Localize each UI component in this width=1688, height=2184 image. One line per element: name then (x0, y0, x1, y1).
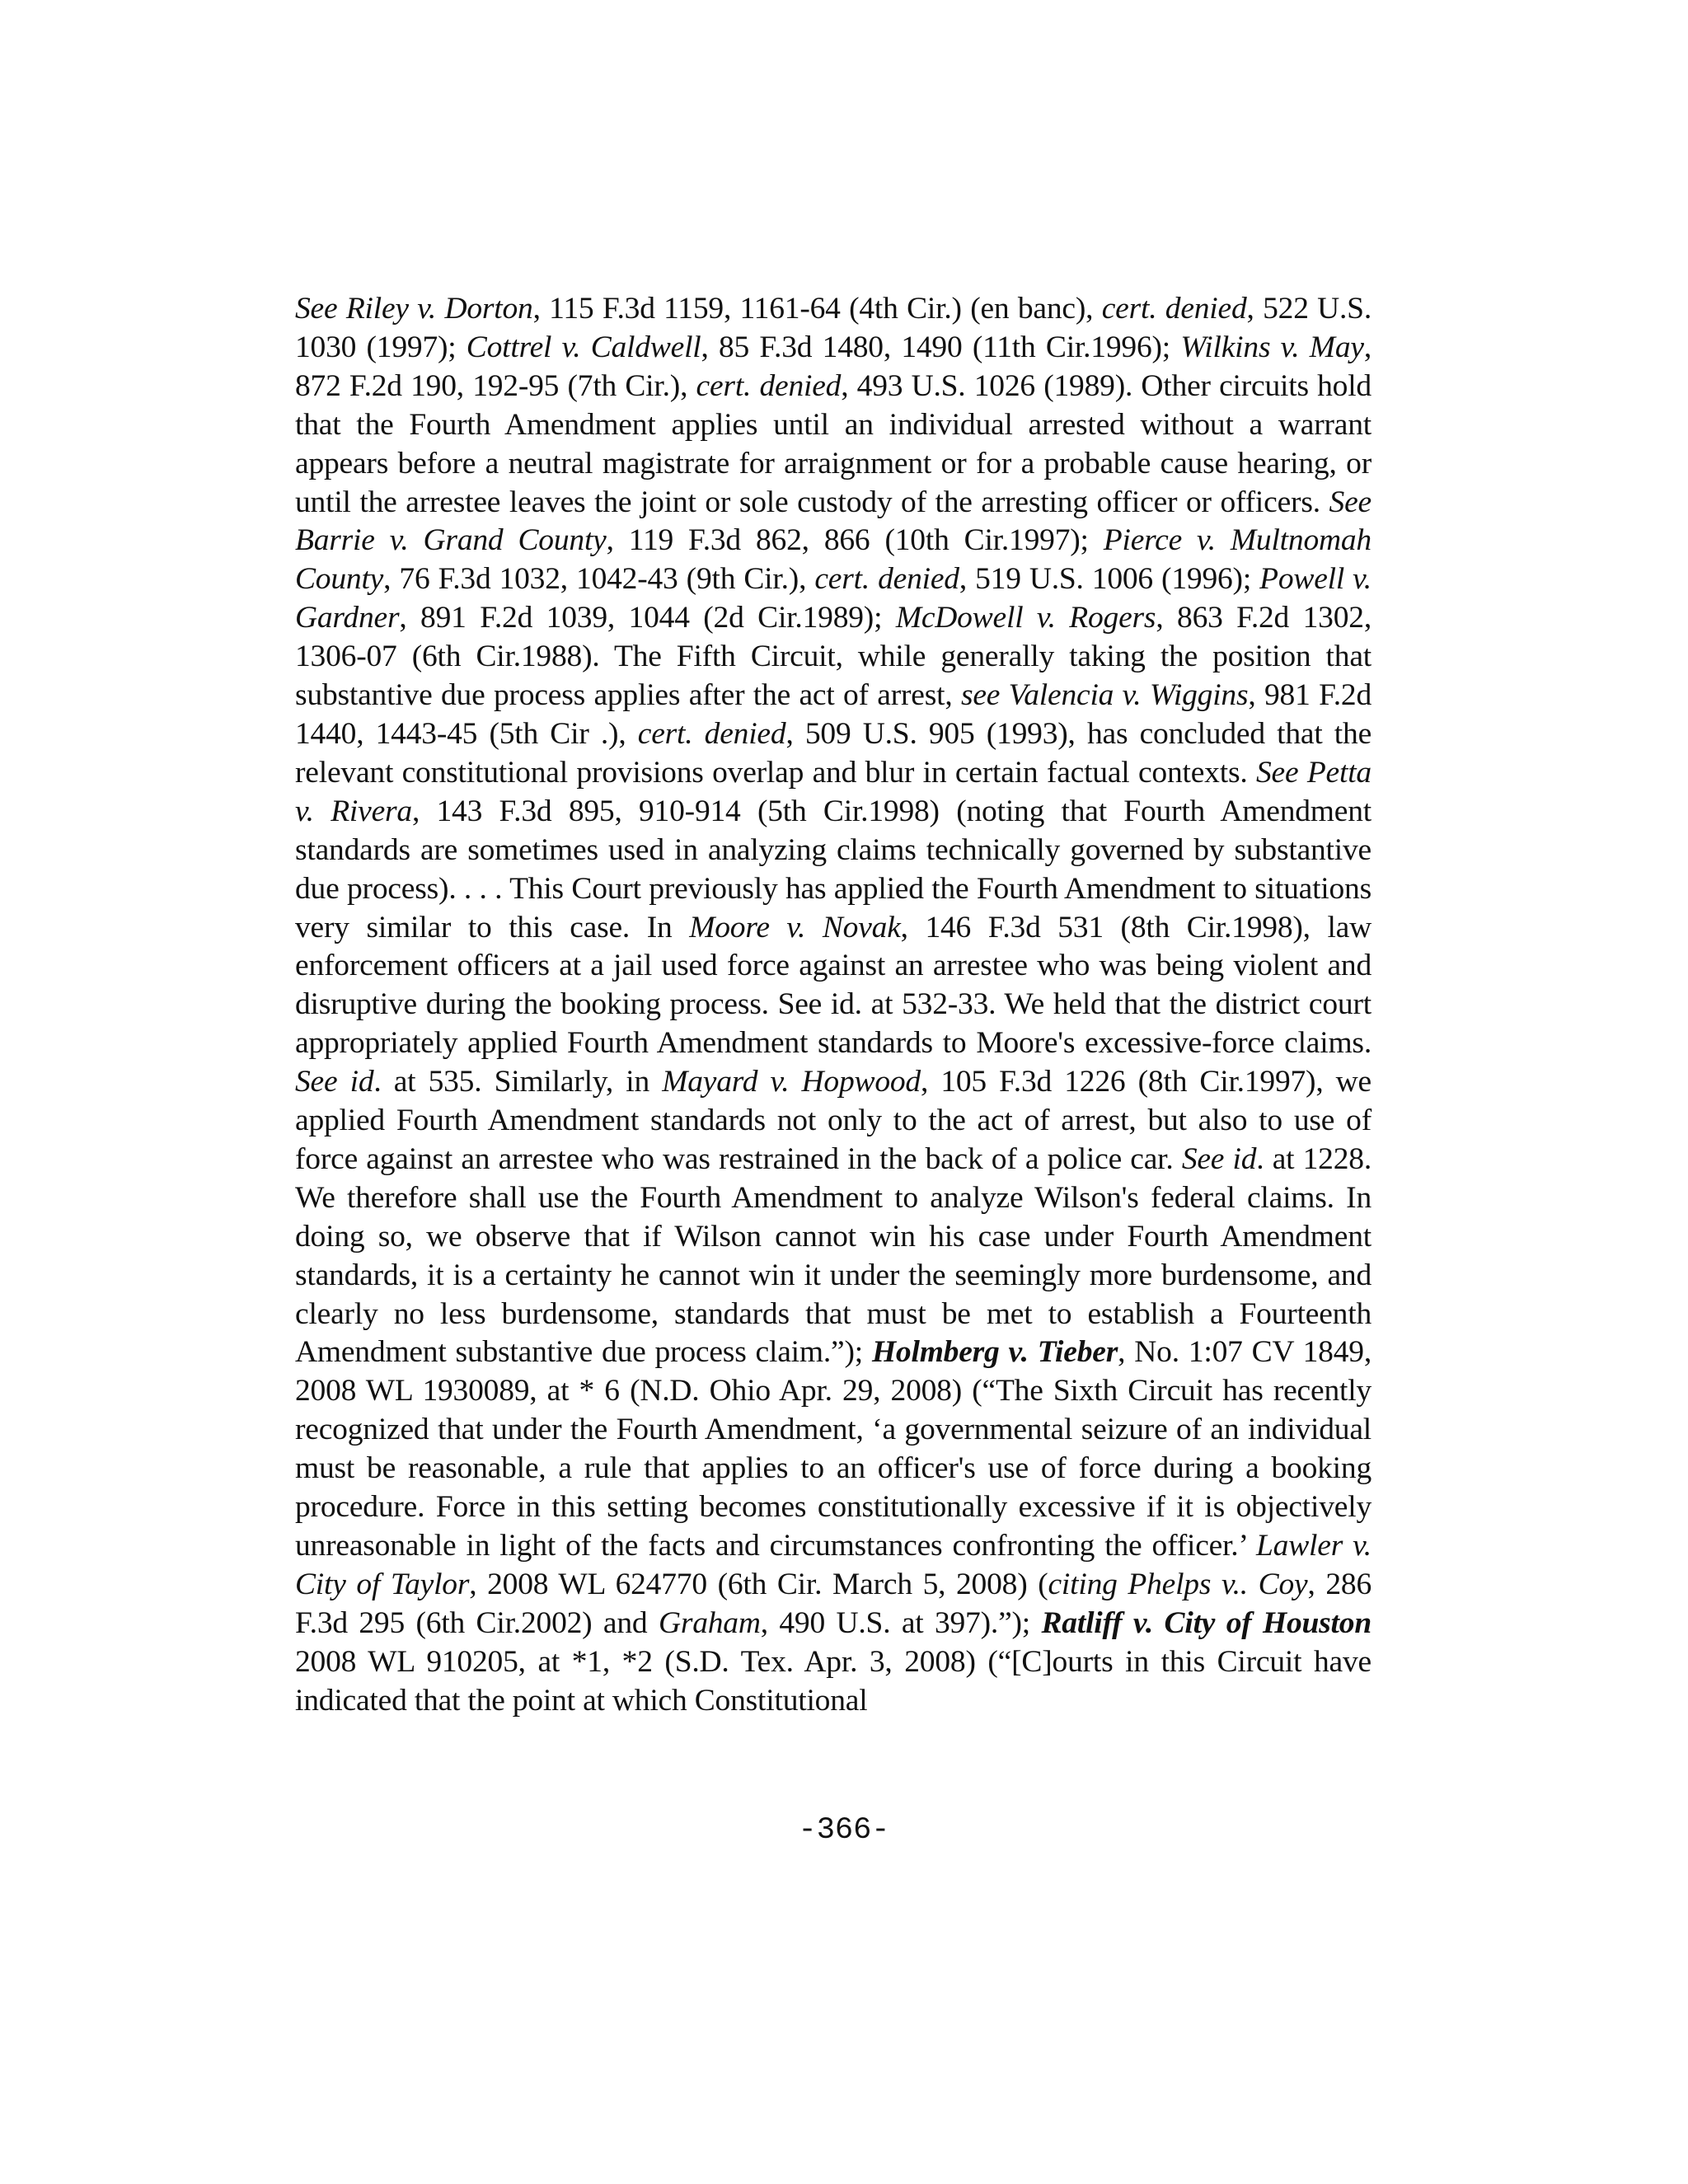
text-run: , 522 U.S. 1030 (1997); (295, 292, 1372, 364)
case-citation: cert. denied (637, 716, 786, 751)
case-citation: Wilkins v. May (1180, 330, 1364, 364)
text-run: , 105 F.3d 1226 (8th Cir.1997), we applied Fourth Amendment standards not only to the act of arrest, but also to use of force against an arrestee who was restrained in the back of a police car. (295, 1065, 1372, 1176)
text-run: , 490 U.S. at 397).”); (760, 1605, 1042, 1640)
case-citation: Lawler v. City of Taylor (295, 1529, 1372, 1601)
case-citation: citing Phelps v.. Coy (1048, 1567, 1308, 1601)
case-citation: See id (1181, 1141, 1257, 1176)
case-citation: See Petta v. Rivera (295, 755, 1372, 828)
case-name-bold: Ratliff v. City of Houston (1041, 1605, 1372, 1640)
text-run: , No. 1:07 CV 1849, 2008 WL 1930089, at * 6 (N.D. Ohio Apr. 29, 2008) (“The Sixth Circuit has recently recognized that under the Fourth Amendment, ‘a governmental seizure of an individual must be reasonable, a rule that applies to an officer's use of force during a booking procedure. Force in this setting becomes constitutionally excessive if it is objectively unreasonable in light of the facts and circumstances confronting the officer.’ (295, 1335, 1372, 1563)
text-run: , 119 F.3d 862, 866 (10th Cir.1997); (606, 523, 1104, 558)
text-run: . at 1228. We therefore shall use the Fourth Amendment to analyze Wilson's federal claims. In doing so, we observe that if Wilson cannot win his case under Fourth Amendment standards, it is a certainty he cannot win it under the seemingly more burdensome, and clearly no less burdensome, standards that must be met to establish a Fourteenth Amendment substantive due process claim.”); (295, 1141, 1372, 1370)
text-run: . at 535. Similarly, in (373, 1065, 663, 1099)
case-citation: Cottrel v. Caldwell (466, 330, 701, 364)
text-run: 2008 WL 910205, at *1, *2 (S.D. Tex. Apr. 3, 2008) (“[C]ourts in this Circuit have indicated that the point at which Constitutional (295, 1644, 1372, 1718)
page-number: -366- (798, 1813, 890, 1848)
case-citation: Powell v. Gardner (295, 562, 1372, 635)
text-run: , 146 F.3d 531 (8th Cir.1998), law enforcement officers at a jail used force against an arrestee who was being violent and disruptive during the booking process. See id. at 532-33. We held that the district court appropriately applied Fourth Amendment standards to Moore's excessive-force claims. (295, 910, 1372, 1061)
case-citation: See Barrie v. Grand County (295, 485, 1372, 558)
case-citation: cert. denied (814, 562, 959, 597)
case-citation: cert. denied (1101, 292, 1247, 326)
case-citation: Moore v. Novak (689, 910, 901, 944)
case-name-bold: Holmberg v. Tieber (871, 1335, 1118, 1370)
text-run: , 891 F.2d 1039, 1044 (2d Cir.1989); (399, 601, 896, 635)
text-run: , 493 U.S. 1026 (1989). Other circuits hold that the Fourth Amendment applies until an individual arrested without a warrant appears before a neutral magistrate for arraignment or for a probable cause hearing, or until the arrestee leaves the joint or sole custody of the arresting officer or officers. (295, 368, 1372, 519)
case-citation: see Valencia v. Wiggins (960, 678, 1249, 713)
body-paragraph (295, 290, 1372, 1721)
text-run: , 2008 WL 624770 (6th Cir. March 5, 2008) ( (469, 1567, 1048, 1601)
text-run: , 981 F.2d 1440, 1443-45 (5th Cir .), (295, 678, 1372, 751)
text-run: , 863 F.2d 1302, 1306-07 (6th Cir.1988). The Fifth Circuit, while generally taking the position that substantive due process applies after the act of arrest, (295, 601, 1372, 713)
case-citation: Graham (658, 1605, 761, 1640)
text-run: , 115 F.3d 1159, 1161-64 (4th Cir.) (en banc), (532, 292, 1102, 326)
text-run: , 286 F.3d 295 (6th Cir.2002) and (295, 1567, 1372, 1640)
case-citation: See Riley v. Dorton (295, 292, 533, 326)
case-citation: McDowell v. Rogers (895, 601, 1156, 635)
text-run: , 143 F.3d 895, 910-914 (5th Cir.1998) (noting that Fourth Amendment standards are sometimes used in analyzing claims technically governed by substantive due process). . . . This Court previously has applied the Fourth Amendment to situations very similar to this case. In (295, 794, 1372, 944)
case-citation: Mayard v. Hopwood (662, 1065, 921, 1099)
case-citation: Pierce v. Multnomah County (295, 523, 1372, 597)
case-citation: cert. denied (696, 368, 842, 403)
text-run: , 519 U.S. 1006 (1996); (959, 562, 1260, 597)
text-run: , 872 F.2d 190, 192-95 (7th Cir.), (295, 330, 1372, 403)
text-run: , 85 F.3d 1480, 1490 (11th Cir.1996); (701, 330, 1181, 364)
case-citation: See id (295, 1065, 374, 1099)
text-run: , 76 F.3d 1032, 1042-43 (9th Cir.), (383, 562, 815, 597)
text-run: , 509 U.S. 905 (1993), has concluded that the relevant constitutional provisions overlap and blur in certain factual contexts. (295, 716, 1372, 790)
